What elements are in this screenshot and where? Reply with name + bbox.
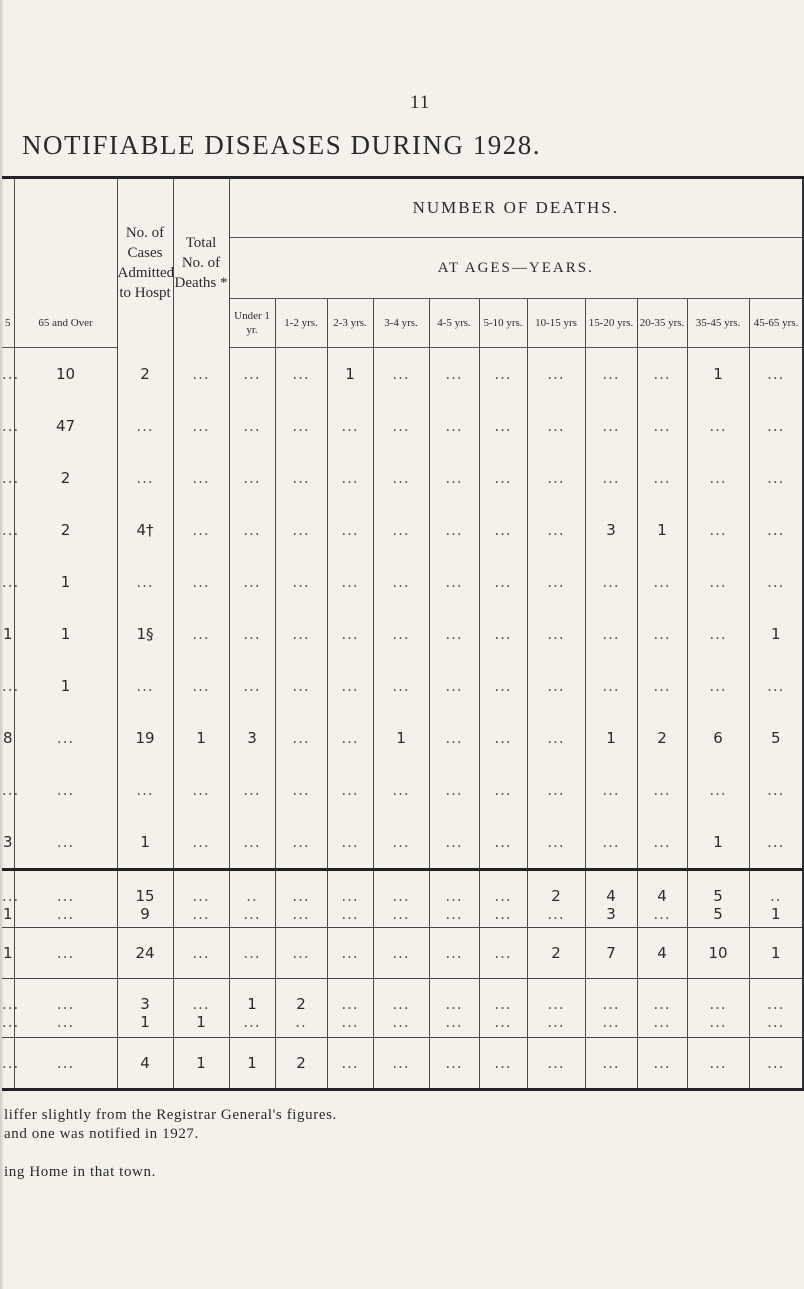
table-cell: ... [479,608,527,660]
table-cell: ... [479,348,527,401]
header-blank-wide [14,178,117,238]
table-cell: ... [373,1038,429,1090]
table-cell: ... [527,905,585,928]
table-cell: ... [637,1013,687,1038]
table-cell: 1 [749,928,803,979]
table-cell: ... [2,365,20,383]
table-cell: 3 [585,905,637,928]
table-cell: ... [373,1013,429,1038]
table-cell: ... [327,400,373,452]
table-cell: ... [14,979,117,1014]
table-cell: ... [373,556,429,608]
table-cell: 9 [117,905,173,928]
table-cell: ... [327,556,373,608]
table-cell: ... [327,660,373,712]
table-cell: ... [479,816,527,870]
table-cell: 2 [14,452,117,504]
age-col-header: 4-5 yrs. [429,299,479,348]
header-at-ages: AT AGES—YEARS. [229,238,803,299]
table-cell: ... [275,556,327,608]
table-cell: 5 [687,905,749,928]
table-cell: ... [749,1013,803,1038]
table-cell: ... [327,1038,373,1090]
table-cell: ... [429,979,479,1014]
table-cell: 10 [687,928,749,979]
table-cell: 2 [637,712,687,764]
table-cell: ... [429,608,479,660]
table-cell: ... [429,764,479,816]
table-cell: ... [527,660,585,712]
table-cell: ... [527,1013,585,1038]
table-cell: ... [373,905,429,928]
table-cell: 1 [173,712,229,764]
table-cell: ... [173,816,229,870]
table-cell: 1 [2,928,14,979]
table-cell: ... [749,556,803,608]
table-cell: 7 [585,928,637,979]
table-row [2,1038,803,1090]
table-row [2,452,803,504]
table-cell: ... [327,979,373,1014]
table-cell: ... [173,764,229,816]
table-cell: ... [373,979,429,1014]
table-cell: ... [229,816,275,870]
table-cell: 1 [14,608,117,660]
table-cell: ... [373,608,429,660]
table-row [2,905,803,928]
table-row [2,979,803,1014]
table-cell: 24 [117,928,173,979]
table-cell: ... [687,556,749,608]
table-cell: ... [173,660,229,712]
table-cell: ... [429,870,479,906]
table-cell: ... [2,469,20,487]
table-cell: ... [117,764,173,816]
deaths-table-body [2,348,803,1090]
table-cell: ... [749,979,803,1014]
table-cell: ... [479,400,527,452]
age-col-header: 1-2 yrs. [275,299,327,348]
table-cell: 19 [117,712,173,764]
table-cell: ... [527,816,585,870]
age-col-header: 3-4 yrs. [373,299,429,348]
table-cell: ... [2,417,20,435]
table-row [2,764,803,816]
table-cell: ... [479,1038,527,1090]
header-total-deaths: Total No. of Deaths * [173,178,229,348]
table-cell: ... [275,504,327,556]
table-cell: ... [527,400,585,452]
table-row [2,1013,803,1038]
table-cell: ... [479,504,527,556]
table-cell: ... [637,556,687,608]
table-cell: ... [687,400,749,452]
table-cell: ... [749,400,803,452]
table-cell: ... [479,764,527,816]
table-row [2,928,803,979]
table-cell: ... [585,764,637,816]
table-cell: ... [585,556,637,608]
table-cell: ... [275,870,327,906]
table-cell: ... [585,1013,637,1038]
table-cell: ... [637,764,687,816]
table-cell: 2 [275,1038,327,1090]
age-col-header: 45-65 yrs. [749,299,803,348]
page-number: 11 [410,92,431,113]
table-row [2,504,803,556]
table-cell: ... [373,504,429,556]
header-blank [2,238,14,299]
table-cell: ... [229,452,275,504]
table-cell: ... [749,816,803,870]
table-cell: ... [173,348,229,401]
table-cell: ... [637,348,687,401]
table-cell: 47 [14,400,117,452]
table-cell: 5 [749,712,803,764]
age-col-header: 35-45 yrs. [687,299,749,348]
table-cell: ... [2,887,20,905]
table-cell: ... [327,928,373,979]
table-cell: ... [2,677,20,695]
table-cell: 4 [117,1038,173,1090]
table-cell: ... [429,452,479,504]
table-cell: 1 [687,816,749,870]
table-cell: 1 [117,816,173,870]
table-cell: 1§ [117,608,173,660]
table-cell: ... [275,712,327,764]
table-cell: ... [14,764,117,816]
table-cell: ... [173,556,229,608]
table-cell: ... [585,1038,637,1090]
table-cell: ... [749,348,803,401]
table-cell: 4 [585,870,637,906]
table-cell: ... [687,452,749,504]
table-cell: ... [687,979,749,1014]
table-cell: ... [275,905,327,928]
table-row [2,712,803,764]
table-cell: ... [2,1013,14,1038]
table-cell: ... [173,452,229,504]
table-cell: ... [637,1038,687,1090]
table-cell: ... [229,504,275,556]
table-cell: 2 [117,348,173,401]
table-cell: ... [429,1013,479,1038]
table-cell: ... [2,781,20,799]
table-cell: ... [585,348,637,401]
table-cell: ... [749,504,803,556]
table-row [2,608,803,660]
table-cell: ... [117,556,173,608]
table-row [2,348,803,401]
table-cell: ... [373,348,429,401]
footnote: liffer slightly from the Registrar General's figures. [4,1107,337,1123]
table-cell: ... [14,905,117,928]
table-cell: ... [14,712,117,764]
table-cell: 3 [585,504,637,556]
table-cell: ... [14,816,117,870]
table-cell: ... [637,452,687,504]
table-row [2,400,803,452]
table-cell: ... [327,1013,373,1038]
table-cell: ... [117,452,173,504]
page-title: NOTIFIABLE DISEASES DURING 1928. [22,130,541,160]
table-cell: ... [585,660,637,712]
table-row [2,660,803,712]
table-cell: ... [14,870,117,906]
table-cell: 2 [527,870,585,906]
header-cases-admitted: No. of Cases Admitted to Hospt [117,178,173,348]
table-cell: ... [173,870,229,906]
table-cell: ... [327,870,373,906]
table-cell: ... [429,928,479,979]
table-cell: 5 [687,870,749,906]
table-cell: ... [229,348,275,401]
table-cell: ... [527,504,585,556]
table-cell: 8 [2,729,13,747]
table-cell: 15 [117,870,173,906]
table-cell: .. [229,870,275,906]
table-cell: ... [637,400,687,452]
table-cell: ... [585,608,637,660]
table-cell: 1 [229,1038,275,1090]
table-cell: ... [327,608,373,660]
table-cell: ... [637,816,687,870]
table-cell: ... [429,556,479,608]
table-cell: ... [275,928,327,979]
table-cell: ... [2,1038,14,1090]
table-cell: 1 [173,1013,229,1038]
table-cell: 1 [229,979,275,1014]
table-cell: ... [429,816,479,870]
table-cell: ... [687,608,749,660]
table-cell: ... [373,928,429,979]
table-cell: ... [687,1038,749,1090]
footnote: and one was notified in 1927. [4,1126,199,1142]
table-cell: ... [429,712,479,764]
table-cell: ... [479,905,527,928]
table-cell: ... [585,400,637,452]
table-cell: ... [429,660,479,712]
table-cell: ... [275,764,327,816]
table-cell: 1 [117,1013,173,1038]
table-cell: 4 [637,870,687,906]
age-col-header: 15-20 yrs. [585,299,637,348]
table-cell: 1 [687,348,749,401]
table-cell: 4 [637,928,687,979]
table-cell: ... [2,995,20,1013]
table-cell: ... [327,905,373,928]
table-cell: ... [229,928,275,979]
table-cell: ... [687,504,749,556]
table-cell: ... [373,870,429,906]
deaths-table [2,176,804,1091]
table-cell: ... [275,400,327,452]
table-cell: ... [429,504,479,556]
age-col-header: Under 1 yr. [229,299,275,348]
table-cell: ... [229,1013,275,1038]
table-cell: ... [687,764,749,816]
header-blank-wide [14,238,117,299]
table-cell: ... [275,348,327,401]
table-cell: ... [479,979,527,1014]
footnotes [4,1106,337,1182]
table-cell: ... [749,1038,803,1090]
table-cell: ... [373,816,429,870]
table-cell: 1 [173,1038,229,1090]
table-cell: ... [527,1038,585,1090]
table-row [2,816,803,870]
table-cell: ... [527,452,585,504]
table-cell: ... [527,556,585,608]
table-cell: ... [275,660,327,712]
table-cell: 2 [527,928,585,979]
table-cell: ... [479,452,527,504]
table-cell: ... [229,556,275,608]
table-cell: ... [749,452,803,504]
table-cell: ... [173,905,229,928]
table-cell: ... [429,1038,479,1090]
table-cell: ... [229,608,275,660]
header-65-over-admitted: 65 and Over [14,299,117,348]
table-cell: ... [327,816,373,870]
table-cell: ... [429,348,479,401]
table-cell: ... [373,764,429,816]
table-cell: ... [327,504,373,556]
table-cell: 3 [117,979,173,1014]
table-cell: ... [14,1038,117,1090]
table-cell: 1 [2,905,14,928]
table-cell: 1 [749,608,803,660]
table-cell: 1 [14,556,117,608]
table-cell: ... [373,452,429,504]
header-blank [2,178,14,238]
table-cell: ... [117,660,173,712]
table-cell: ... [637,905,687,928]
table-cell: ... [527,979,585,1014]
table-cell: ... [429,400,479,452]
table-cell: ... [173,928,229,979]
table-cell: ... [429,905,479,928]
footnote: ing Home in that town. [4,1164,156,1180]
table-cell: 1 [749,905,803,928]
table-cell: ... [585,452,637,504]
table-cell: 4† [117,504,173,556]
age-col-header: 10-15 yrs [527,299,585,348]
table-cell: 3 [2,816,14,870]
table-cell: ... [479,928,527,979]
table-cell: ... [275,816,327,870]
table-cell: ... [479,1013,527,1038]
table-cell: ... [173,979,229,1014]
table-cell: .. [749,870,803,906]
table-cell: 1 [585,712,637,764]
table-cell: ... [173,400,229,452]
table-cell: ... [173,504,229,556]
table-cell: ... [687,1013,749,1038]
table-cell: ... [585,979,637,1014]
table-cell: ... [527,348,585,401]
table-cell: ... [585,816,637,870]
table-cell: 2 [14,504,117,556]
table-cell: ... [117,400,173,452]
table-cell: ... [687,660,749,712]
table-cell: ... [327,452,373,504]
table-cell: ... [637,608,687,660]
header-number-of-deaths: NUMBER OF DEATHS. [229,178,803,238]
table-cell: ... [229,660,275,712]
table-cell: 1 [637,504,687,556]
table-cell: ... [479,712,527,764]
table-cell: ... [749,660,803,712]
age-col-header: 2-3 yrs. [327,299,373,348]
table-cell: ... [14,928,117,979]
table-cell: 1 [373,712,429,764]
table-cell: 3 [229,712,275,764]
table-cell: ... [527,764,585,816]
table-cell: ... [527,712,585,764]
table-cell: ... [275,608,327,660]
table-cell: ... [2,521,20,539]
table-cell: ... [275,452,327,504]
table-cell: 1 [2,625,13,643]
table-cell: ... [527,608,585,660]
table-cell: ... [373,660,429,712]
age-col-header: 5-10 yrs. [479,299,527,348]
table-cell: ... [373,400,429,452]
table-cell: 2 [275,979,327,1014]
table-cell: ... [229,905,275,928]
table-cell: ... [479,870,527,906]
table-cell: ... [637,979,687,1014]
table-row [2,556,803,608]
table-row [2,870,803,906]
table-cell: ... [229,400,275,452]
table-cell: ... [479,660,527,712]
table-cell: ... [2,573,20,591]
table-cell: ... [637,660,687,712]
table-cell: .. [275,1013,327,1038]
table-cell: ... [327,764,373,816]
table-cell: ... [749,764,803,816]
table-cell: 10 [14,348,117,401]
header-partial-col: 5 [2,299,14,348]
table-cell: 1 [327,348,373,401]
table-cell: ... [327,712,373,764]
table-cell: 1 [14,660,117,712]
table-cell: ... [479,556,527,608]
age-col-header: 20-35 yrs. [637,299,687,348]
table-cell: ... [173,608,229,660]
table-cell: 6 [687,712,749,764]
table-cell: ... [14,1013,117,1038]
table-cell: ... [229,764,275,816]
